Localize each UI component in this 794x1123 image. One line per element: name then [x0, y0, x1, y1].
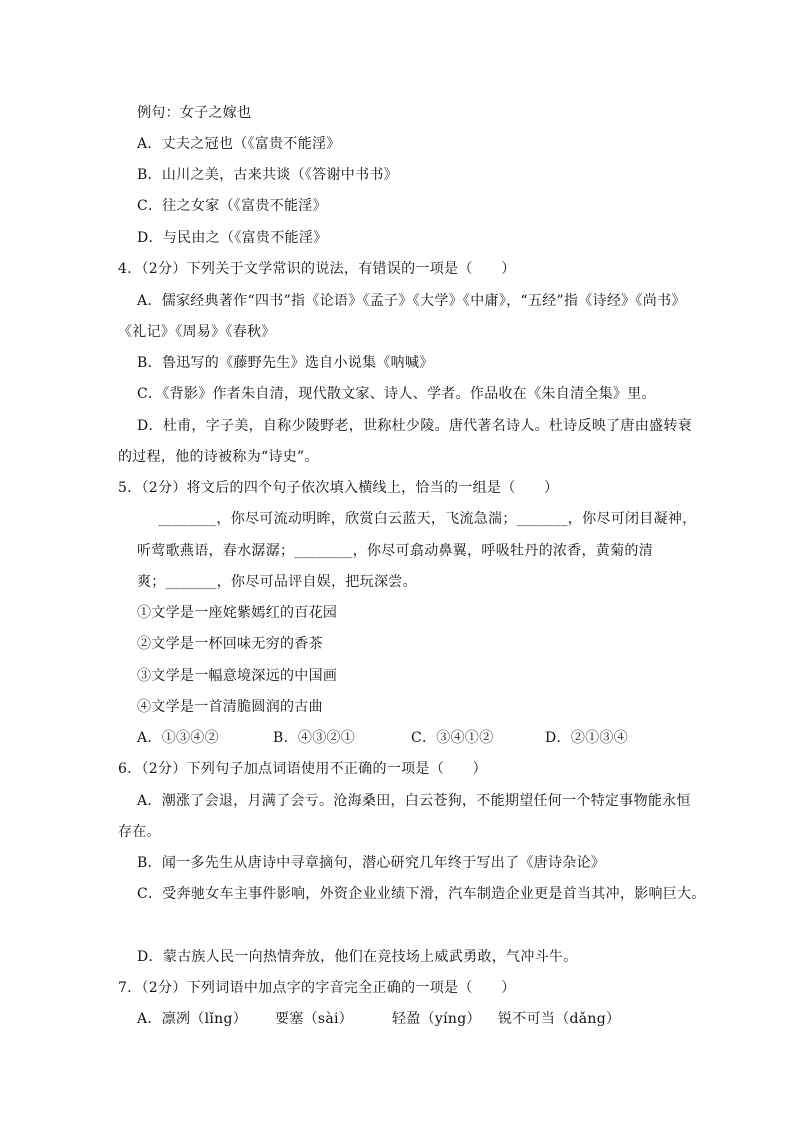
q4-option-a-line1: A．儒家经典著作“四书”指《论语》《孟子》《大学》《中庸》，“五经”指《诗经》《尚书》: [137, 293, 686, 309]
q4-option-b: B．鲁迅写的《藤野先生》选自小说集《呐喊》: [137, 355, 434, 371]
q7-word-1: A．凛冽（lǐng）: [137, 1011, 248, 1027]
q5-passage-line1: ________，你尽可流动明眸，欣赏白云蓝天，飞流急湍；_______，你尽可闭目凝神，: [158, 511, 697, 527]
q4-stem: 4．（2分）下列关于文学常识的说法，有错误的一项是（ ）: [118, 261, 516, 277]
q3-example: 例句：女子之嫁也: [137, 105, 252, 121]
q5-choice-c: C．③④①②: [411, 730, 494, 746]
q6-option-c: C．受奔驰女车主事件影响，外资企业业绩下滑，汽车制造企业更是首当其冲，影响巨大。: [137, 886, 706, 902]
q6-option-a-line2: 存在。: [118, 824, 161, 840]
q5-passage-line2: 听莺歌燕语，春水潺潺；________，你尽可翕动鼻翼，呼吸牡丹的浓香，黄菊的清: [137, 543, 653, 559]
q6-option-d: D．蒙古族人民一向热情奔放，他们在竞技场上威武勇敢，气冲斗牛。: [137, 949, 578, 965]
q5-choices: [137, 728, 628, 748]
q5-choice-a: A．①③④②: [137, 730, 219, 746]
q6-stem: 6．（2分）下列句子加点词语使用不正确的一项是（ ）: [118, 761, 487, 777]
q4-option-a-line2: 《礼记》《周易》《春秋》: [118, 324, 276, 340]
q6-option-a-line1: A．潮涨了会退，月满了会亏。沧海桑田，白云苍狗，不能期望任何一个特定事物能永恒: [137, 793, 691, 809]
q3-option-d: D．与民由之（《富贵不能淫》: [137, 230, 328, 246]
q5-sentence-4: ④文学是一首清脆圆润的古曲: [137, 699, 323, 715]
q7-option-a: [137, 1009, 620, 1029]
q5-passage-line3: 爽；_______，你尽可品评自娱，把玩深尝。: [137, 574, 417, 590]
q7-word-4: 锐不可当（dǎng）: [498, 1011, 621, 1027]
q4-option-c: C．《背影》作者朱自清，现代散文家、诗人、学者。作品收在《朱自清全集》里。: [137, 386, 656, 402]
q5-stem: 5．（2分）将文后的四个句子依次填入横线上，恰当的一组是（ ）: [118, 480, 559, 496]
q3-option-c: C．往之女家（《富贵不能淫》: [137, 198, 327, 214]
q3-option-a: A．丈夫之冠也（《富贵不能淫》: [137, 136, 341, 152]
q5-sentence-2: ②文学是一杯回味无穷的香茶: [137, 636, 323, 652]
q7-word-2: 要塞（sài）: [275, 1011, 354, 1027]
q3-option-b: B．山川之美，古来共谈（《答谢中书书》: [137, 167, 398, 183]
q5-sentence-1: ①文学是一座姹紫嫣红的百花园: [137, 605, 338, 621]
q4-option-d-line2: 的过程，他的诗被称为“诗史”。: [118, 449, 319, 465]
q7-stem: 7．（2分）下列词语中加点字的字音完全正确的一项是（ ）: [118, 980, 516, 996]
q5-choice-b: B．④③②①: [273, 730, 356, 746]
q5-choice-d: D．②①③④: [545, 730, 629, 746]
q4-option-d-line1: D．杜甫，字子美，自称少陵野老，世称杜少陵。唐代著名诗人。杜诗反映了唐由盛转衰: [137, 418, 692, 434]
q7-word-3: 轻盈（yíng）: [392, 1011, 481, 1027]
q6-option-b: B．闻一多先生从唐诗中寻章摘句，潜心研究几年终于写出了《唐诗杂论》: [137, 855, 606, 871]
q5-sentence-3: ③文学是一幅意境深远的中国画: [137, 668, 338, 684]
